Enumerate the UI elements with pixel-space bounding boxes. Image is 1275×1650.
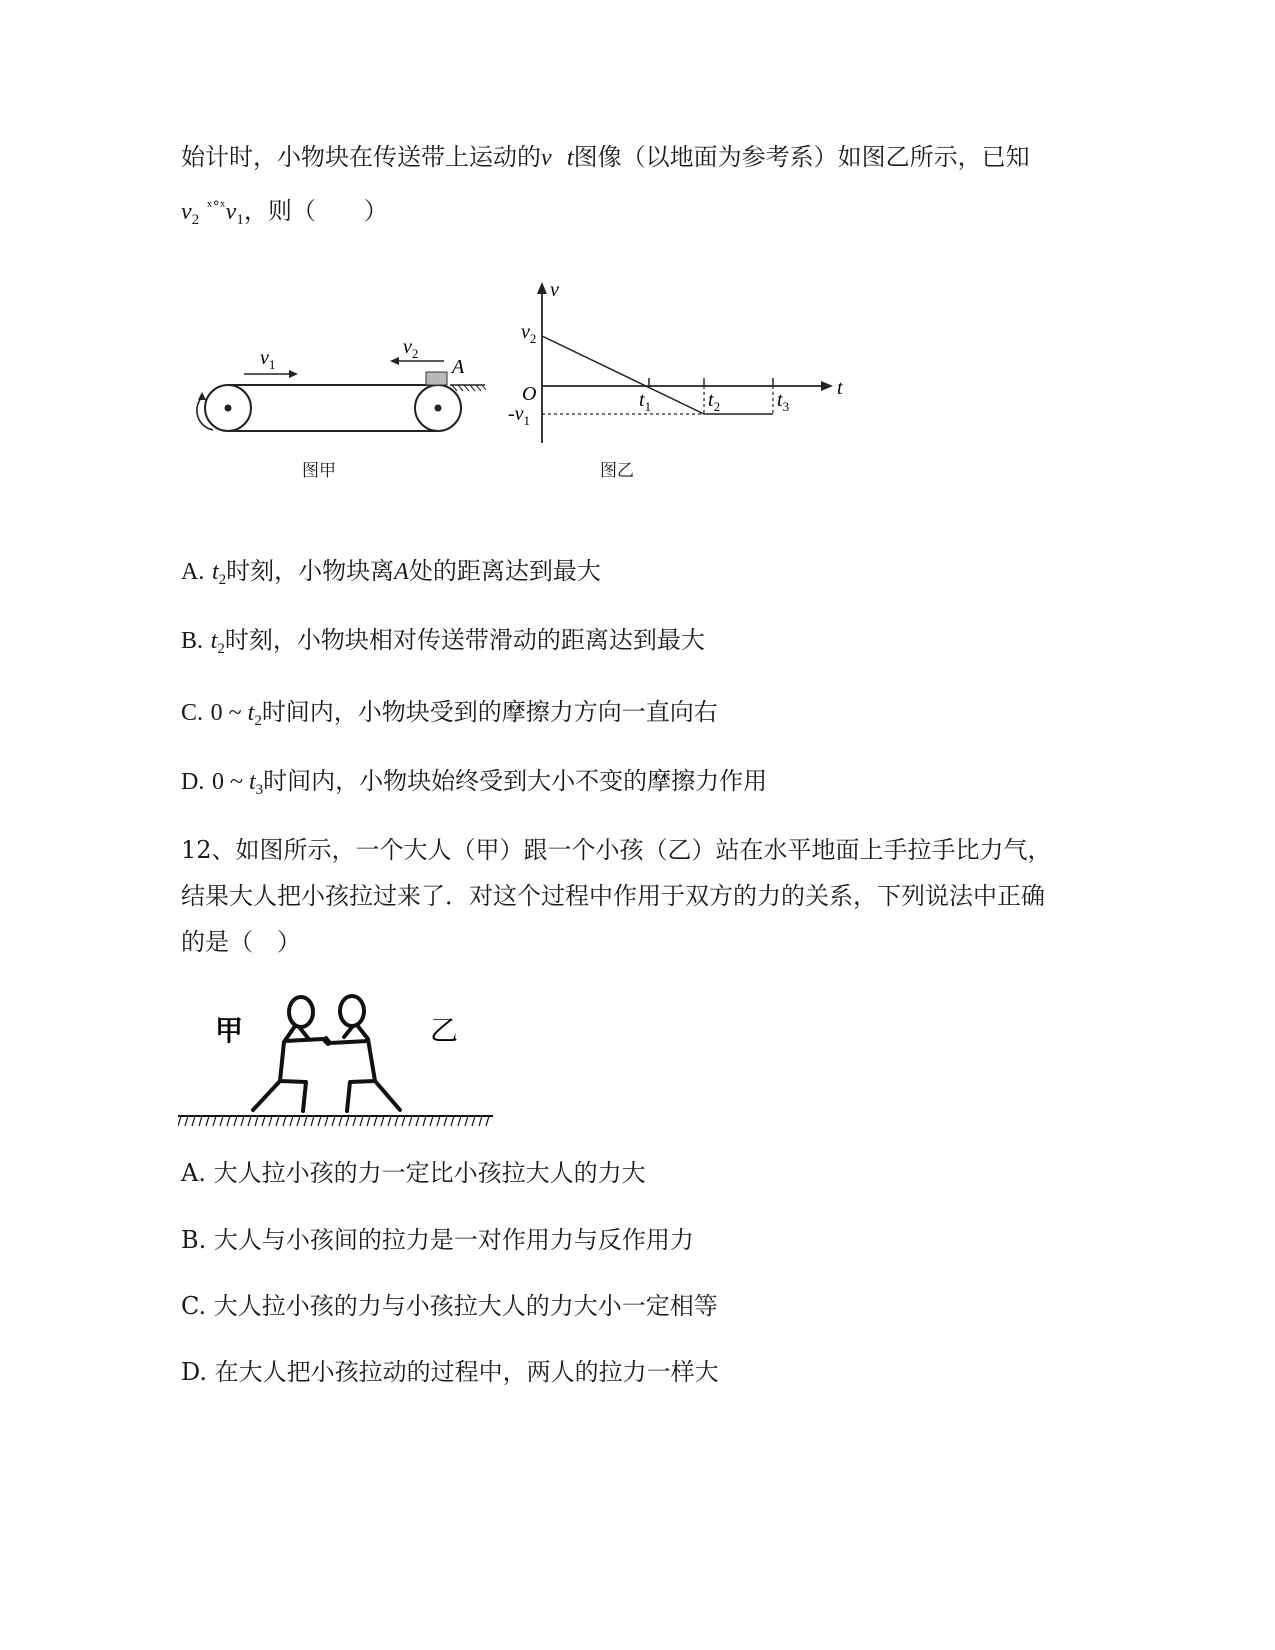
t-axis-label: t <box>837 377 843 399</box>
t3-label: $t_3$ <box>777 389 790 414</box>
q12-stem-line-1: 12、如图所示，一个大人（甲）跟一个小孩（乙）站在水平地面上手拉手比力气， <box>181 836 1052 864</box>
neg-v1-tick-label: $-v_1$ <box>508 403 531 428</box>
q11-intro-text-b: 图像（以地面为参考系）如图乙所示，已知 <box>573 143 1030 171</box>
option-var: t <box>248 769 256 795</box>
option-text: 时刻，小物块离 <box>226 557 395 585</box>
t1-label: $t_1$ <box>639 389 652 414</box>
q11-option-a <box>181 555 601 596</box>
q12-option-d: D. 在大人把小孩拉动的过程中，两人的拉力一样大 <box>181 1358 719 1386</box>
v-axis-arrow <box>537 282 547 294</box>
q11-option-d <box>181 765 767 806</box>
ground-hatch <box>178 1116 489 1126</box>
figure-jia <box>180 330 500 450</box>
block-a <box>426 372 447 385</box>
q11-option-c <box>181 696 718 737</box>
option-letter: B. <box>181 628 204 654</box>
option-var: t <box>211 559 219 585</box>
option-var-a: A <box>394 559 409 585</box>
option-range: 0 ~ <box>211 769 249 795</box>
option-text: 时间内，小物块受到的摩擦力方向一直向右 <box>261 698 718 726</box>
q12-option-b: B. 大人与小孩间的拉力是一对作用力与反作用力 <box>181 1226 694 1254</box>
option-var-sub: 3 <box>255 782 264 798</box>
q11-intro-text-c: ，则（ ） <box>243 197 388 225</box>
q11-intro-line-1 <box>181 141 1030 174</box>
ground-hatch <box>452 385 486 391</box>
option-var-sub: 2 <box>218 572 227 588</box>
q11-intro-text-a: 始计时，小物块在传送带上运动的 <box>181 143 541 171</box>
q11-option-b <box>181 624 705 665</box>
conveyor-belt-diagram <box>180 330 500 450</box>
figure-jia-caption: 图甲 <box>302 461 336 481</box>
option-var-sub: 2 <box>217 641 225 657</box>
person-jia <box>253 997 328 1111</box>
v1-label: $v_1$ <box>260 347 276 372</box>
q11-intro-v2-sub: 2 <box>191 212 200 228</box>
figure-yi <box>505 278 855 448</box>
q11-intro-garbled-mark: ˣ°ˣ <box>206 199 226 215</box>
option-var: t <box>210 628 218 654</box>
q11-intro-v2: v <box>181 199 192 225</box>
option-var-sub: 2 <box>254 713 262 729</box>
v2-label: $v_2$ <box>403 336 419 361</box>
t2-label: $t_2$ <box>708 389 721 414</box>
q11-intro-v1-sub: 1 <box>236 212 244 228</box>
q11-intro-t: t <box>566 145 574 171</box>
t-axis-arrow <box>821 381 833 391</box>
option-letter: A. <box>181 559 205 585</box>
figure-yi-caption: 图乙 <box>600 461 634 481</box>
q12-stem-line-3: 的是（ ） <box>181 928 301 956</box>
option-letter: D. <box>181 769 205 795</box>
v1-arrow-head <box>289 370 298 378</box>
option-text: 时间内，小物块始终受到大小不变的摩擦力作用 <box>263 767 768 795</box>
origin-label: O <box>522 383 537 405</box>
option-range: 0 ~ <box>210 700 248 726</box>
v2-arrow-head <box>390 357 399 365</box>
figure-tug-of-war <box>178 985 498 1135</box>
label-yi: 乙 <box>430 1016 459 1047</box>
q11-intro-v1: v <box>225 199 237 225</box>
a-label: A <box>452 356 465 378</box>
q11-intro-line-2 <box>181 191 388 236</box>
v-axis-label: v <box>550 279 559 301</box>
v2-tick-label: $v_2$ <box>521 321 537 346</box>
vt-curve <box>542 336 773 414</box>
label-jia: 甲 <box>215 1016 244 1047</box>
option-letter: C. <box>181 700 204 726</box>
q12-stem-line-2: 结果大人把小孩拉过来了．对这个过程中作用于双方的力的关系，下列说法中正确 <box>181 882 1045 910</box>
option-text: 时刻，小物块相对传送带滑动的距离达到最大 <box>224 626 705 654</box>
q12-option-a: A. 大人拉小孩的力一定比小孩拉大人的力大 <box>181 1159 646 1187</box>
left-pulley-axle <box>225 405 232 412</box>
rotation-arrow-head <box>198 392 206 400</box>
tug-of-war-diagram <box>178 985 498 1135</box>
vt-graph <box>505 278 855 448</box>
option-text-tail: 处的距离达到最大 <box>408 557 601 585</box>
option-var: t <box>247 700 255 726</box>
right-pulley-axle <box>435 405 442 412</box>
q11-intro-v: v <box>541 145 552 171</box>
person-yi <box>326 996 400 1111</box>
q12-option-c: C. 大人拉小孩的力与小孩拉大人的力大小一定相等 <box>181 1292 718 1320</box>
